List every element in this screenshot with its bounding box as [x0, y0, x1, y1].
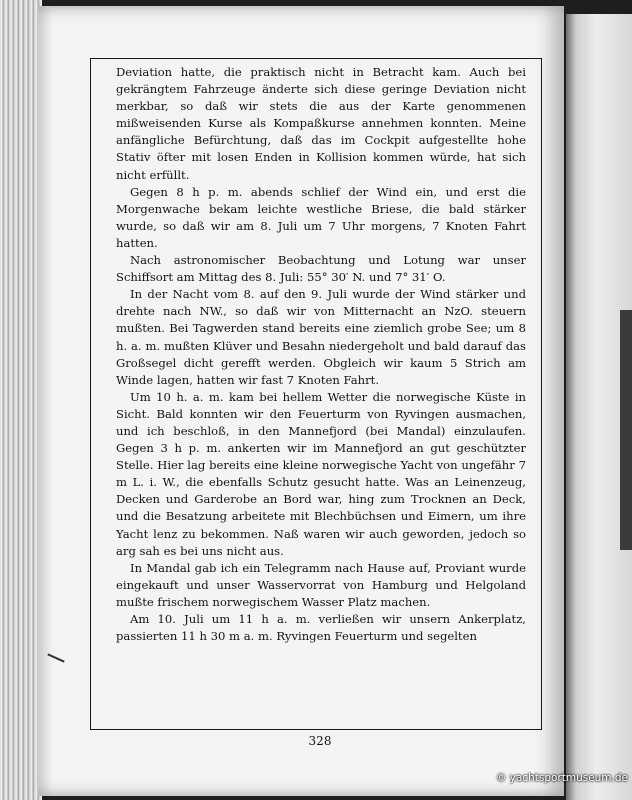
paragraph-5: Um 10 h. a. m. kam bei hellem Wetter die norwegische Küste in Sicht. Bald konnten wir den Feuerturm von Ryvingen ausmachen, und ich beschloß, in den Mannefjord (bei Mandal) einzulaufen. Gegen 3 h p. m. ankerten wir im Mannefjord an gut geschützter Stelle. Hier lag bereits eine kleine norwegische Yacht von ungefähr 7 m L. i. W., die ebenfalls Schutz gesucht hatte. Was an Leinenzeug, Decken und Garderobe an Bord war, hing zum Trocknen an Deck, und die Besatzung arbeitete mit Blechbüchsen und Eimern, um ihre Yacht lenz zu bekommen. Naß waren wir auch geworden, jedoch so arg sah es bei uns nicht aus.: [116, 389, 526, 558]
paragraph-7: Am 10. Juli um 11 h a. m. verließen wir unsern Ankerplatz, passierten 11 h 30 m a. m. Ryvingen Feuerturm und segelten: [116, 612, 526, 644]
page-text-block: [116, 64, 526, 714]
page-edges-left: [0, 0, 42, 800]
copyright-watermark: © yachtsportmuseum.de: [495, 772, 628, 784]
paragraph-2: Gegen 8 h p. m. abends schlief der Wind ein, und erst die Morgenwache bekam leichte westliche Briese, die bald stärker wurde, so daß wir am 8. Juli um 7 Uhr morgens, 7 Knoten Fahrt hatten.: [116, 184, 526, 250]
facing-page-shadow: [620, 310, 632, 550]
paragraph-3: Nach astronomischer Beobachtung und Lotung war unser Schiffsort am Mittag des 8. Juli: 55° 30′ N. und 7° 31′ O.: [116, 253, 526, 285]
paragraph-1: Deviation hatte, die praktisch nicht in Betracht kam. Auch bei gekrängtem Fahrzeuge änderte sich diese geringe Deviation nicht merkbar, so daß wir stets die aus der Karte genommenen mißweisenden Kurse als Kompaßkurse annehmen konnten. Meine anfängliche Befürchtung, daß das im Cockpit aufgestellte hohe Stativ öfter mit losen Enden in Kollision kommen würde, hat sich nicht erfüllt.: [116, 65, 526, 182]
paragraph-6: In Mandal gab ich ein Telegramm nach Hause auf, Proviant wurde eingekauft und unser Wasservorrat von Hamburg und Helgoland mußte frischem norwegischem Wasser Platz machen.: [116, 560, 526, 609]
page-number: 328: [308, 734, 332, 748]
paragraph-4: In der Nacht vom 8. auf den 9. Juli wurde der Wind stärker und drehte nach NW., so daß wir von Mitternacht an NzO. steuern mußten. Bei Tagwerden stand bereits eine ziemlich grobe See; um 8 h. a. m. mußten Klüver und Besahn niedergeholt und bald darauf das Großsegel dicht gerefft werden. Obgleich wir kaum 5 Strich am Winde lagen, hatten wir fast 7 Knoten Fahrt.: [116, 287, 526, 387]
